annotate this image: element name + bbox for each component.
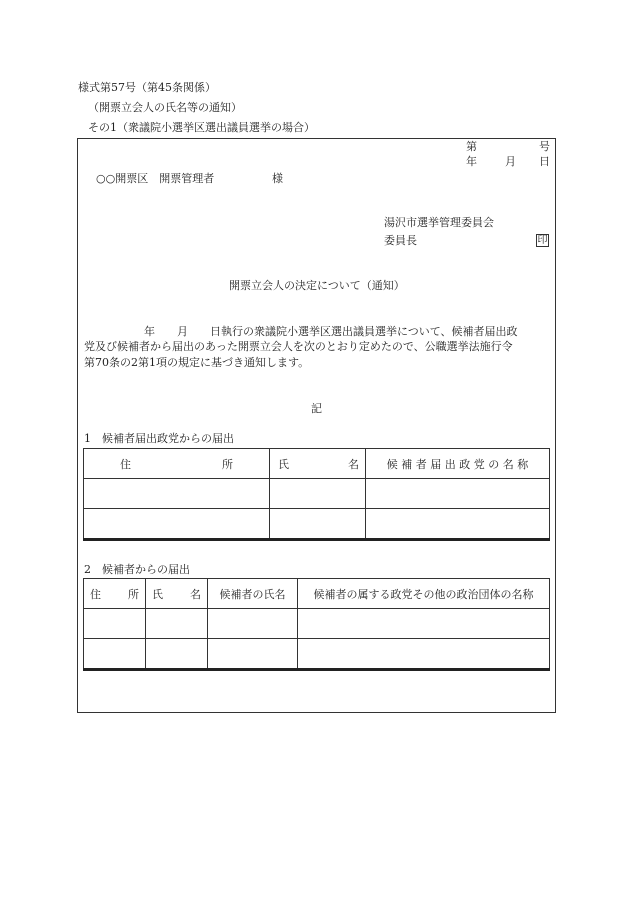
number-dai: 第 — [466, 140, 477, 153]
cell-candidate[interactable] — [208, 609, 298, 639]
form-subtitle: （開票立会人の氏名等の通知） — [88, 101, 242, 114]
date-year: 年 — [466, 155, 477, 168]
cell-address[interactable] — [84, 509, 270, 540]
header-name: 氏 名 — [270, 449, 366, 479]
cell-address[interactable] — [84, 479, 270, 509]
table-row — [84, 609, 550, 639]
date-month: 月 — [505, 155, 516, 168]
ki-label: 記 — [311, 402, 322, 415]
cell-name[interactable] — [270, 509, 366, 540]
cell-candidate[interactable] — [208, 639, 298, 670]
header-address: 住 所 — [84, 449, 270, 479]
cell-address[interactable] — [84, 639, 146, 670]
cell-party[interactable] — [366, 509, 550, 540]
table-header-row — [84, 579, 550, 609]
cell-party[interactable] — [298, 609, 550, 639]
body-line-2: 党及び候補者から届出のあった開票立会人を次のとおり定めたので、公職選挙法施行令 — [84, 340, 513, 353]
number-go: 号 — [539, 140, 550, 153]
table-header-row — [84, 449, 550, 479]
seal-mark: 印 — [537, 235, 548, 246]
section2-table — [83, 578, 550, 671]
section1-heading: 1 候補者届出政党からの届出 — [84, 432, 234, 445]
addressee: ○○開票区 開票管理者 — [96, 172, 215, 185]
cell-name[interactable] — [146, 639, 208, 670]
table-row — [84, 639, 550, 670]
sender-title: 委員長 — [384, 234, 417, 247]
section1-table — [83, 448, 550, 541]
sender-org: 湯沢市選挙管理委員会 — [384, 216, 494, 229]
honorific: 様 — [272, 172, 283, 185]
header-address: 住 所 — [84, 579, 146, 609]
table-row — [84, 479, 550, 509]
section2-heading: 2 候補者からの届出 — [84, 563, 190, 576]
body-line-3: 第70条の2第1項の規定に基づき通知します。 — [84, 356, 310, 369]
form-part: その1（衆議院小選挙区選出議員選挙の場合） — [88, 121, 315, 134]
header-party: 候補者の属する政党その他の政治団体の名称 — [298, 579, 550, 609]
header-candidate: 候補者の氏名 — [208, 579, 298, 609]
date-day: 日 — [539, 155, 550, 168]
cell-name[interactable] — [146, 609, 208, 639]
cell-name[interactable] — [270, 479, 366, 509]
cell-party[interactable] — [298, 639, 550, 670]
cell-address[interactable] — [84, 609, 146, 639]
table-row — [84, 509, 550, 540]
cell-party[interactable] — [366, 479, 550, 509]
document-title: 開票立会人の決定について（通知） — [229, 279, 405, 292]
body-line-1: 年 月 日執行の衆議院小選挙区選出議員選挙について、候補者届出政 — [144, 325, 518, 338]
header-name: 氏 名 — [146, 579, 208, 609]
header-party: 候 補 者 届 出 政 党 の 名 称 — [366, 449, 550, 479]
form-number: 様式第57号（第45条関係） — [78, 81, 216, 94]
